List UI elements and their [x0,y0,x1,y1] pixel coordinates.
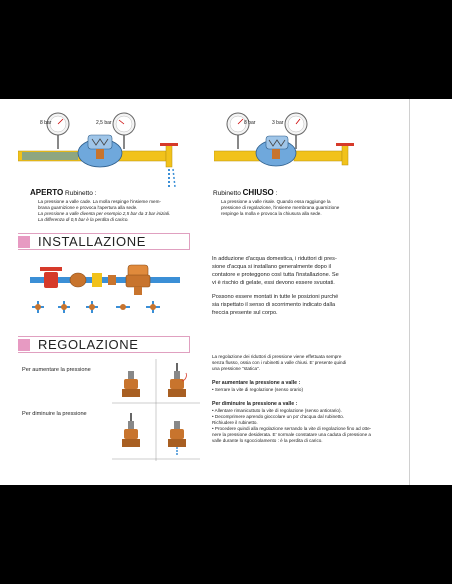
decrease-items [212,408,407,444]
aperto-title-rest: Rubinetto : [63,190,97,197]
decrease-title: Per diminuire la pressione a valle : [212,401,298,407]
regolazione-intro-line-1: La regolazione dei riduttori di pressione viene effettuata sempre [212,354,342,359]
aperto-line-4: La differenza di 0,5 bar è la perdita di carico. [38,217,129,222]
installazione-p2-line-1: Possono essere montati in tutte le posizioni purché [212,294,339,300]
aperto-line-3: La pressione a valle diventa per esempio 2,5 bar da 3 bar iniziali. [38,211,171,216]
closed-gauge-left-label: 8 bar [244,120,256,126]
regolazione-header-mark [18,339,30,351]
installazione-p1-line-3: contatore e proteggono così tutta l'installazione. Se [212,272,339,278]
installation-illustration [30,257,180,321]
chiuso-line-2: pressione di regolazione, l'insieme membrana guarnizione [221,205,340,210]
decrease-item-5: nere la pressione desiderata. E' normale constatare una caduta di pressione a [212,432,371,437]
decrease-item-6: valle durante lo sgocciolamento : è la perdita di carico. [212,438,323,443]
document-page [0,99,452,485]
chiuso-title [213,188,277,197]
chiuso-title-end: : [273,190,278,197]
chiuso-line-3: respinge la molla e provoca la chiusura alla sede. [221,211,322,216]
regolazione-heading: REGOLAZIONE [38,337,139,352]
decrease-item-4: • Procedere quindi alla regolazione serrando la vite di regolazione fino ad otte- [212,426,372,431]
chiuso-title-rest: Rubinetto [213,190,243,197]
increase-pressure-label: Per aumentare la pressione [22,367,91,373]
aperto-line-1: La pressione a valle cade. La molla respinge l'insieme mem- [38,199,161,204]
regolazione-intro [212,354,407,372]
aperto-title-bold: APERTO [30,188,64,197]
aperto-line-2: brana guarnizione e provoca l'apertura alla sede. [38,205,138,210]
installazione-header-mark [18,236,30,248]
decrease-pressure-label: Per diminuire la pressione [22,411,87,417]
open-gauge-left-label: 8 bar [40,120,52,126]
regolazione-intro-line-2: senza flusso, ossia con i rubinetti a valle chiusi. E' presente quindi [212,360,347,365]
increase-item-1: • Serrare la vite di regolazione (senso orario) [212,387,303,392]
decrease-item-1: • Allentare rimanicuttuto la vite di regolazione (senso antiorario). [212,408,342,413]
valve-closed-diagram [214,109,364,169]
chiuso-line-1: La pressione a valle risale. Quando essa raggiunge la [221,199,331,204]
increase-title: Per aumentare la pressione a valle : [212,380,301,386]
regolazione-intro-line-3: una pressione "statica". [212,366,260,371]
aperto-title [30,188,96,197]
adjustment-illustration [110,355,202,465]
installazione-p1-line-4: vi è rischio di gelate, essi devono essere svuotati. [212,280,335,286]
installazione-para-1 [212,255,402,287]
installazione-para-2 [212,293,402,317]
aperto-description [38,199,208,223]
installazione-p2-line-3: freccia presente sul corpo. [212,310,278,316]
open-gauge-right-label: 2,5 bar [96,120,112,126]
chiuso-title-bold: CHIUSO [242,188,274,197]
installazione-p2-line-2: sia rispettato il senso di scorrimento indicato dalla [212,302,336,308]
page-edge-rule [409,99,410,485]
installazione-heading: INSTALLAZIONE [38,234,146,249]
installazione-p1-line-1: In adduzione d'acqua domestica, i riduttori di pres- [212,256,337,262]
decrease-item-3: Richiudere il rubinetto. [212,420,258,425]
chiuso-description [221,199,391,217]
installazione-p1-line-2: sione d'acqua si installano generalmente dopo il [212,264,331,270]
closed-gauge-right-label: 3 bar [272,120,284,126]
decrease-item-2: • Decomprimere aprendo gioccolare un po' d'acqua dal rubinetto. [212,414,345,419]
